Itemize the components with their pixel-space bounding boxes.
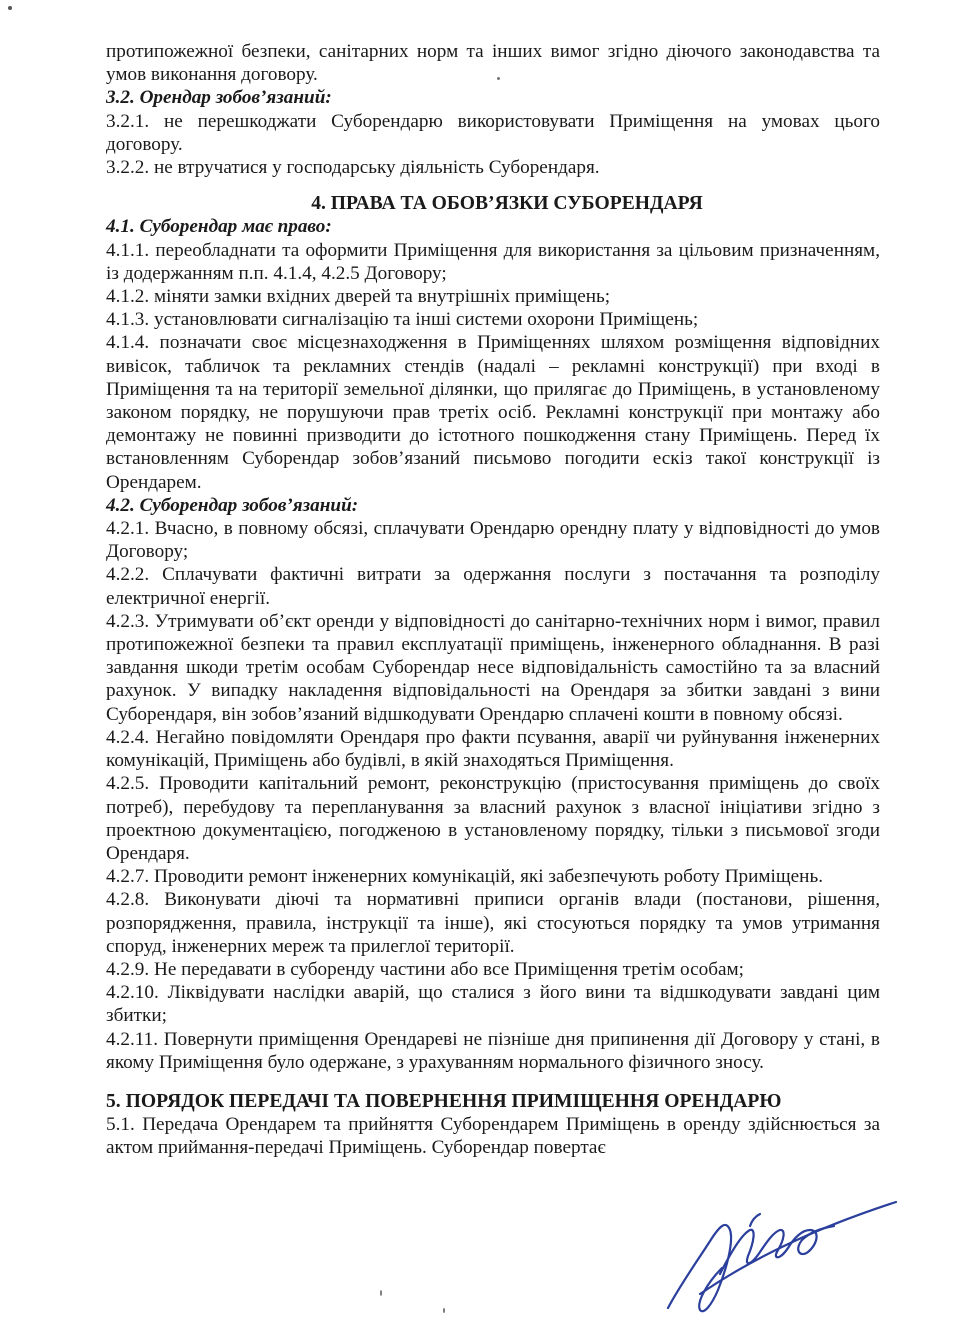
- paragraph-fire-safety: протипожежної безпеки, санітарних норм та інших вимог згідно діючого законодавства та умов виконання договору.: [106, 41, 880, 86]
- paragraph-3-2-1: 3.2.1. не перешкоджати Суборендарю використовувати Приміщення на умовах цього договору.: [106, 110, 880, 155]
- scan-speck: [380, 1290, 382, 1296]
- document-body: [106, 40, 880, 1160]
- section-heading-4: 4. ПРАВА ТА ОБОВ’ЯЗКИ СУБОРЕНДАРЯ: [311, 193, 703, 215]
- scan-speck: [8, 6, 12, 10]
- handwritten-signature: [660, 1190, 900, 1321]
- paragraph-4-1-3: 4.1.3. установлювати сигналізацію та інші системи охорони Приміщень;: [106, 309, 699, 331]
- paragraph-3-2-2: 3.2.2. не втручатися у господарську діяльність Суборендаря.: [106, 157, 600, 179]
- paragraph-4-2-5: 4.2.5. Проводити капітальний ремонт, реконструкцію (пристосування приміщень до своїх потреб), перебудову та перепланування за власний рахунок з власної ініціативи згідно з проектною документацією, погодженою в установленому порядку, тільки з письмової згоди Орендаря.: [106, 773, 880, 864]
- paragraph-4-2-9: 4.2.9. Не передавати в суборенду частини або все Приміщення третім особам;: [106, 958, 744, 980]
- paragraph-5-1: 5.1. Передача Орендарем та прийняття Суборендарем Приміщень в оренду здійснюється за актом приймання-передачі Приміщень. Суборендар повертає: [106, 1114, 880, 1159]
- paragraph-4-2-1: 4.2.1. Вчасно, в повному обсязі, сплачувати Орендарю орендну плату у відповідності до умов Договору;: [106, 518, 880, 563]
- section-heading-5: 5. ПОРЯДОК ПЕРЕДАЧІ ТА ПОВЕРНЕННЯ ПРИМІЩЕННЯ ОРЕНДАРЮ: [106, 1090, 782, 1112]
- paragraph-4-2-7: 4.2.7. Проводити ремонт інженерних комунікацій, які забезпечують роботу Приміщень.: [106, 866, 823, 888]
- paragraph-4-1-1: 4.1.1. переобладнати та оформити Приміщення для використання за цільовим призначенням, із додержанням п.п. 4.1.4, 4.2.5 Договору;: [106, 239, 880, 284]
- paragraph-4-1-2: 4.1.2. міняти замки вхідних дверей та внутрішніх приміщень;: [106, 286, 611, 308]
- paragraph-4-2-3: 4.2.3. Утримувати об’єкт оренди у відповідності до санітарно-технічних норм і вимог, правил протипожежної безпеки та правил експлуатації приміщень, інженерного обладнання. В разі завдання шкоди третім особам Суборендар несе відповідальність самостійно та за власний рахунок. У випадку накладення відповідальності на Орендаря за збитки завдані з вини Суборендаря, він зобов’язаний відшкодувати Орендарю сплачені кошти в повному обсязі.: [106, 610, 880, 725]
- scan-speck: [443, 1308, 445, 1313]
- paragraph-4-1-4: 4.1.4. позначати своє місцезнаходження в Приміщеннях шляхом розміщення відповідних вивісок, табличок та рекламних стендів (надалі – рекламні конструкції) при вході в Приміщення та на території земельної ділянки, що прилягає до Приміщень, в установленому законом порядку, не порушуючи прав третіх осіб. Рекламні конструкції при монтажу або демонтажу не повинні призводити до істотного пошкодження стану Приміщень. Перед їх встановленням Суборендар зобов’язаний письмово погодити ескіз такої конструкції із Орендарем.: [106, 332, 880, 493]
- subheading-4-1: 4.1. Суборендар має право:: [106, 216, 332, 238]
- subheading-3-2: 3.2. Орендар зобов’язаний:: [106, 87, 332, 109]
- paragraph-4-2-4: 4.2.4. Негайно повідомляти Орендаря про факти псування, аварії чи руйнування інженерних комунікацій, Приміщень або будівлі, в якій знаходяться Приміщення.: [106, 726, 880, 772]
- paragraph-4-2-10: 4.2.10. Ліквідувати наслідки аварій, що сталися з його вини та відшкодувати завдані цим збитки;: [106, 982, 880, 1027]
- paragraph-4-2-8: 4.2.8. Виконувати діючі та нормативні приписи органів влади (постанови, рішення, розпорядження, правила, інструкції та інше), які стосуються порядку та умов утримання споруд, інженерних мереж та прилеглої території.: [106, 889, 880, 957]
- subheading-4-2: 4.2. Суборендар зобов’язаний:: [106, 494, 359, 516]
- paragraph-4-2-2: 4.2.2. Сплачувати фактичні витрати за одержання послуги з постачання та розподілу електричної енергії.: [106, 564, 880, 609]
- paragraph-4-2-11: 4.2.11. Повернути приміщення Орендареві не пізніше дня припинення дії Договору у стані, в якому Приміщення було одержане, з урахуванням нормального фізичного зносу.: [106, 1028, 880, 1073]
